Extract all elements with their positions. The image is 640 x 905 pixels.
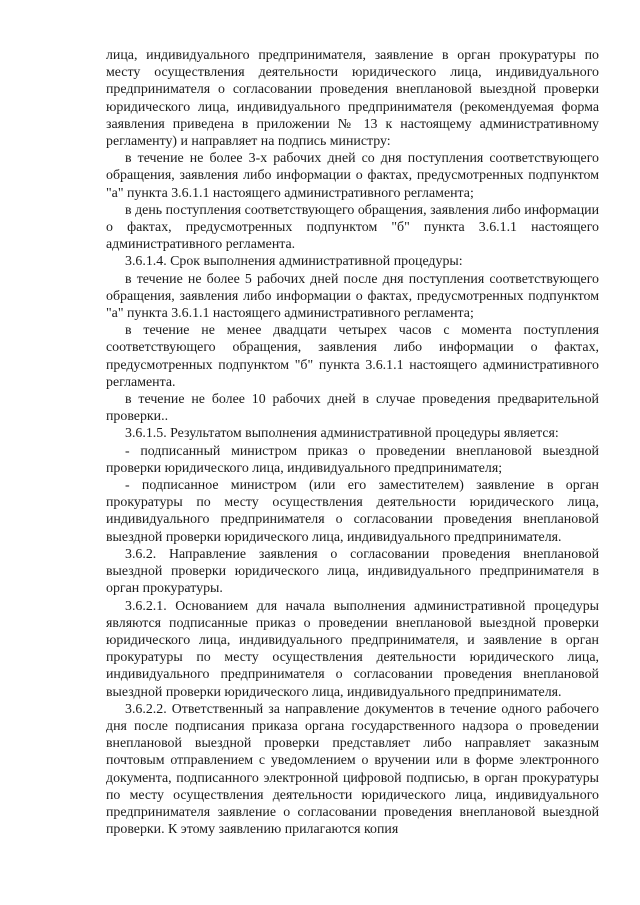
paragraph: 3.6.2.1. Основанием для начала выполнения административной процедуры являются подписанные приказ о проведении внеплановой выездной проверки юридического лица, индивидуального предпринимателя, и заявление в орган прокуратуры по месту осуществления деятельности юридического лица, индивидуального предпринимателя о согласовании проведения внеплановой выездной проверки юридического лица, индивидуального предпринимателя.	[106, 598, 599, 700]
paragraph: лица, индивидуального предпринимателя, заявление в орган прокуратуры по месту осуществления деятельности юридического лица, индивидуального предпринимателя о согласовании проведения внеплановой выездной проверки юридического лица, индивидуального предпринимателя (рекомендуемая форма заявления приведена в приложении № 13 к настоящему административному регламенту) и направляет на подпись министру:	[106, 48, 599, 150]
paragraph: в течение не более 5 рабочих дней после дня поступления соответствующего обращения, заявления либо информации о фактах, предусмотренных подпунктом "а" пункта 3.6.1.1 настоящего административного регламента;	[106, 271, 599, 322]
paragraph: - подписанное министром (или его заместителем) заявление в орган прокуратуры по месту осуществления деятельности юридического лица, индивидуального предпринимателя о согласовании проведения внеплановой выездной проверки юридического лица, индивидуального предпринимателя.	[106, 478, 599, 545]
paragraph: - подписанный министром приказ о проведении внеплановой выездной проверки юридического лица, индивидуального предпринимателя;	[106, 443, 599, 476]
paragraph: 3.6.2. Направление заявления о согласовании проведения внеплановой выездной проверки юридического лица, индивидуального предпринимателя в орган прокуратуры.	[106, 546, 599, 597]
paragraph: в день поступления соответствующего обращения, заявления либо информации о фактах, предусмотренных подпунктом "б" пункта 3.6.1.1 настоящего административного регламента.	[106, 202, 599, 253]
paragraph: в течение не менее двадцати четырех часов с момента поступления соответствующего обращения, заявления либо информации о фактах, предусмотренных подпунктом "б" пункта 3.6.1.1 настоящего административного регламента.	[106, 323, 599, 390]
document-body	[106, 47, 599, 838]
paragraph: 3.6.1.4. Срок выполнения административной процедуры:	[125, 254, 463, 270]
paragraph: в течение не более 3-х рабочих дней со дня поступления соответствующего обращения, заявления либо информации о фактах, предусмотренных подпунктом "а" пункта 3.6.1.1 настоящего административного регламента;	[106, 151, 599, 201]
paragraph: в течение не более 10 рабочих дней в случае проведения предварительной проверки..	[106, 392, 599, 425]
paragraph: 3.6.2.2. Ответственный за направление документов в течение одного рабочего дня после подписания приказа органа государственного надзора о проведении внеплановой выездной проверки представляет либо направляет заказным почтовым отправлением с уведомлением о вручении или в форме электронного документа, подписанного электронной цифровой подписью, в орган прокуратуры по месту осуществления деятельности юридического лица, индивидуального предпринимателя заявление о согласовании проведения внеплановой выездной проверки. К этому заявлению прилагаются копия	[106, 701, 599, 838]
paragraph: 3.6.1.5. Результатом выполнения административной процедуры является:	[125, 426, 559, 442]
